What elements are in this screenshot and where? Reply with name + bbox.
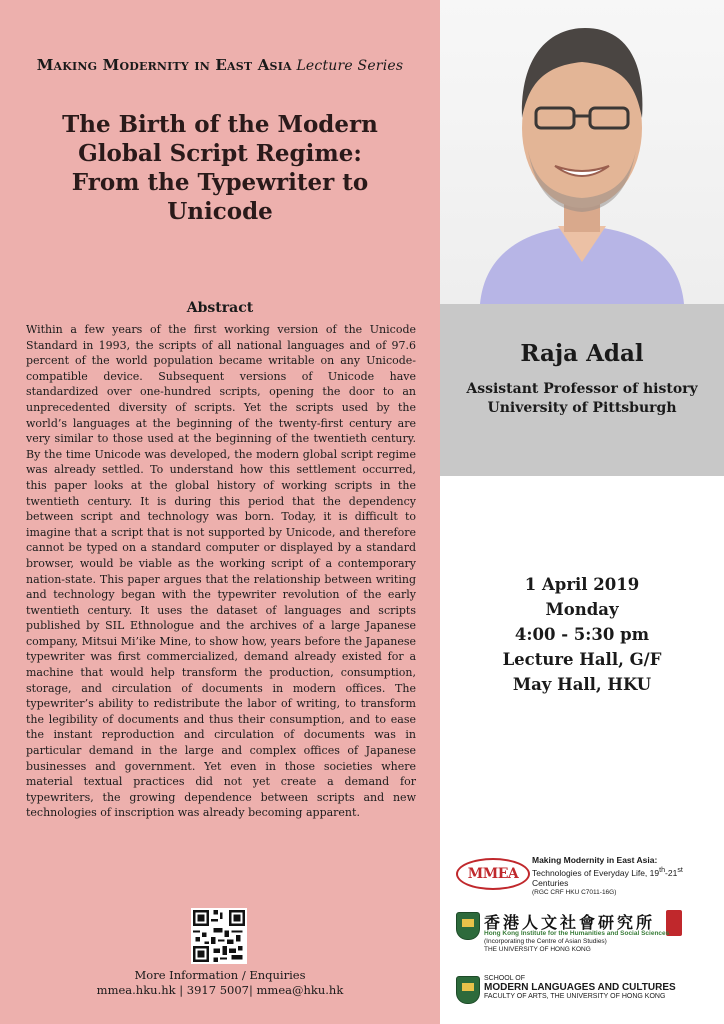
event-venue: Lecture Hall, G/F	[502, 650, 662, 669]
event-building: May Hall, HKU	[512, 675, 652, 694]
more-info-label: More Information / Enquiries	[134, 968, 306, 982]
contact-details[interactable]: mmea.hku.hk | 3917 5007| mmea@hku.hk	[96, 983, 344, 997]
mmea-logo-text	[532, 855, 716, 898]
title-line-2: Global Script Regime:	[78, 140, 362, 167]
smlc-line-2: MODERN LANGUAGES AND CULTURES	[484, 982, 676, 993]
series-subtitle: Lecture Series	[296, 58, 404, 74]
title-line-3: From the Typewriter to Unicode	[71, 169, 369, 225]
event-time: 4:00 - 5:30 pm	[514, 625, 650, 644]
mmea-sup-1: th	[659, 866, 666, 874]
speaker-panel	[440, 304, 724, 476]
mmea-line-2	[532, 865, 716, 888]
hkihss-logo-text	[484, 930, 716, 954]
hkihss-logo	[456, 908, 716, 960]
hku-crest-icon	[456, 976, 480, 1004]
mmea-mark: MMEA	[456, 858, 530, 890]
event-details	[440, 572, 724, 697]
smlc-line-3: FACULTY OF ARTS, THE UNIVERSITY OF HONG KONG	[484, 993, 666, 1000]
event-date: 1 April 2019	[524, 575, 640, 594]
mmea-sup-2: st	[677, 866, 683, 874]
qr-code-icon[interactable]	[191, 908, 247, 964]
lecture-series-heading	[0, 56, 440, 74]
smlc-logo-text	[484, 974, 716, 1001]
mmea-logo	[456, 852, 716, 896]
smlc-line-1: SCHOOL OF	[484, 975, 525, 982]
mmea-line-3: (RGC CRF HKU C7011-16G)	[532, 888, 617, 896]
speaker-role	[440, 380, 724, 418]
mmea-line-2-a: Technologies of Everyday Life, 19	[532, 867, 660, 878]
speaker-title: Assistant Professor of history	[466, 381, 698, 397]
smlc-logo	[456, 972, 716, 1006]
lecture-title	[20, 110, 420, 226]
speaker-portrait-icon	[440, 0, 724, 304]
event-day: Monday	[545, 600, 619, 619]
mmea-line-1: Making Modernity in East Asia:	[532, 855, 658, 865]
hku-crest-icon	[456, 912, 480, 940]
speaker-name: Raja Adal	[520, 340, 644, 367]
hkihss-chinese-name: 香港人文社會研究所	[484, 913, 656, 932]
hkihss-line-1: Hong Kong Institute for the Humanities and Social Sciences	[484, 930, 670, 937]
series-name: Making Modernity in East Asia	[36, 56, 292, 74]
mmea-line-2-b: -21	[665, 867, 678, 878]
speaker-photo	[440, 0, 724, 304]
more-information	[0, 968, 440, 998]
hkihss-line-2: (Incorporating the Centre of Asian Studies)	[484, 938, 607, 945]
speaker-affiliation: University of Pittsburgh	[487, 400, 677, 416]
abstract-text: Within a few years of the first working version of the Unicode Standard in 1993, the scripts of all national languages and of 97.6 percent of the world population became writable on any Unicode-compatible device. Subsequent versions of Unicode have standardized over one-hundred scripts, opening the door to an unprecedented diversity of scripts. Yet the scripts used by the world’s languages at the beginning of the twenty-first century are very similar to those used at the beginning of the twentieth century. By the time Unicode was developed, the modern global script regime was already settled. To understand how this settlement occurred, this paper looks at the global history of working scripts in the twentieth century. It is during this period that the dependency between script and technology was born. Today, it is difficult to imagine that a script that is not supported by Unicode, and therefore cannot be typed on a standard computer or displayed by a standard browser, would be viable as the working script of a contemporary nation-state. This paper argues that the relationship between writing and technology began with the typewriter revolution of the early twentieth century. It uses the dataset of languages and scripts published by SIL Ethnologue and the archives of a large Japanese company, Mitsui Mi’ike Mine, to show how, years before the Japanese typewriter was first commercialized, demand already existed for a machine that would help transform the production, consumption, storage, and circulation of documents in modern offices. The typewriter’s ability to redistribute the labor of writing, to transform the legibility of documents and thus their consumption, and to ease the instant reproduction and circulation of documents was in particular demand in the large and complex offices of Japanese businesses and government. Yet even in those societies where material textual practices did not yet create a demand for typewriters, the growing dependence between scripts and new technologies of inscription was already becoming apparent.	[26, 323, 416, 820]
mmea-line-2-c: Centuries	[532, 877, 569, 888]
hkihss-line-3: THE UNIVERSITY OF HONG KONG	[484, 946, 591, 953]
title-line-1: The Birth of the Modern	[62, 111, 378, 138]
abstract-heading: Abstract	[186, 300, 254, 316]
